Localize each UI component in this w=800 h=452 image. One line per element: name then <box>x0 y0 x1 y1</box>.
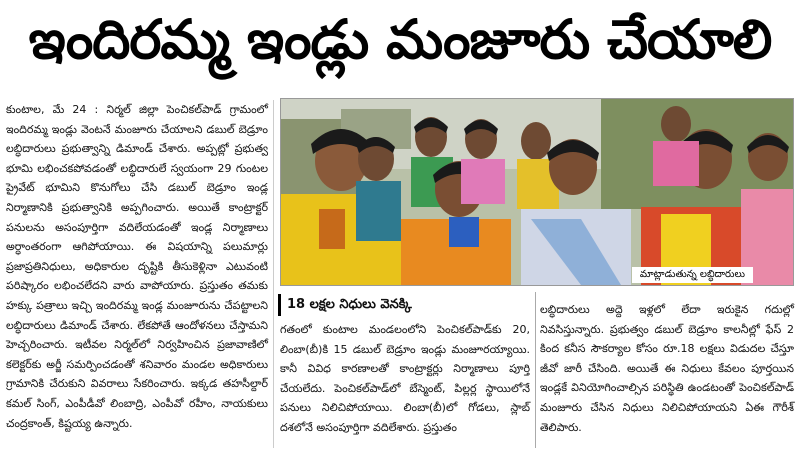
article-body-middle: గతంలో కుంటాల మండలంలోని పెంచికల్‌పాడ్‌కు 20, లింబా(బీ)కి 15 డబుల్ బెడ్రూం ఇండ్లు మంజూరయ్యాయి. కానీ వివిధ కారణాలతో కాంట్రాక్టర్లు నిర్మాణాలు పూర్తి చేయలేదు. పెంచికల్‌పాడ్‌లో బేస్మెంట్, పిల్లర్ల స్థాయిలోనే పనులు నిలిచిపోయాయి. లింబా(బీ)లో గోడలు, స్లాబ్ దశలోనే అసంపూర్తిగా వదిలేశారు. ప్రస్తుతం <box>280 323 530 434</box>
column-divider <box>273 100 274 448</box>
news-photo <box>280 98 794 286</box>
middle-column <box>280 320 530 438</box>
left-column <box>6 100 268 433</box>
column-divider-right <box>535 292 536 448</box>
headline: ఇందిరమ్మ ఇండ్లు మంజూరు చేయాలి <box>28 7 772 71</box>
photo-caption: మాట్లాడుతున్న లబ్ధిదారులు <box>632 267 753 283</box>
subheading: 18 లక్షల నిధులు వెనక్కి <box>278 294 537 316</box>
article-body-left: కుంటాల, మే 24 : నిర్మల్ జిల్లా పెంచికల్‌పాడ్ గ్రామంలో ఇందిరమ్మ ఇండ్లు వెంటనే మంజూరు చేయాలని డబుల్ బెడ్రూం లబ్ధిదారులు ప్రభుత్వాన్ని డిమాండ్ చేశారు. అప్పట్లో ప్రభుత్వ భూమి లభించకపోవడంతో లబ్ధిదారులే స్వయంగా 29 గుంటల ప్రైవేట్ భూమిని కొనుగోలు చేసి డబుల్ బెడ్రూం ఇండ్ల నిర్మాణానికి ప్రభుత్వానికి అప్పగించారు. అయితే కాంట్రాక్టర్ పనులను అసంపూర్తిగా వదిలేయడంతో ఇండ్ల నిర్మాణాలు అర్ధాంతరంగా ఆగిపోయాయి. ఈ విషయాన్ని పలుమార్లు ప్రజాప్రతినిధులు, అధికారుల దృష్టికి తీసుకెళ్లినా ఎటువంటి పరిష్కారం లభించలేదని వారు వాపోయారు. ప్రస్తుతం తమకు హక్కు పత్రాలు ఇచ్చి ఇందిరమ్మ ఇండ్ల మంజూరును చేపట్టాలని లబ్ధిదారులు డిమాండ్ చేశారు. లేకపోతే ఆందోళనలు చేస్తామని హెచ్చరించారు. ఇటీవల నిర్మల్‌లో నిర్వహించిన ప్రజావాణిలో కలెక్టర్‌కు అర్జీ సమర్పించడంతో శనివారం మండల అధికారులు గ్రామానికి చేరుకుని వివరాలు సేకరించారు. ఇక్కడ తహసీల్దార్ కమల్ సింగ్, ఎంపీడీవో లింబాద్రి, ఎంపీవో రహీం, నాయకులు చంద్రకాంత్, కిష్టయ్య ఉన్నారు. <box>6 103 268 430</box>
article-body-right: లబ్ధిదారులు అద్దె ఇళ్లలో లేదా ఇరుకైన గదుల్లో నివసిస్తున్నారు. ప్రభుత్వం డబుల్ బెడ్రూం కాలనీల్లో ఫేస్ 2 కింద కనీస సౌకర్యాల కోసం రూ.18 లక్షలు విడుదల చేస్తూ జీవో జారీ చేసింది. అయితే ఈ నిధులు కేవలం పూర్తయిన ఇండ్లకే వినియోగించాల్సిన పరిస్థితి ఉండటంతో పెంచికల్‌పాడ్ మంజూరు చేసిన నిధులు నిలిచిపోయాయని ఏఈ గౌరీశ్ తెలిపారు. <box>540 303 794 434</box>
women-group-photo <box>281 99 793 285</box>
right-column <box>540 300 794 437</box>
